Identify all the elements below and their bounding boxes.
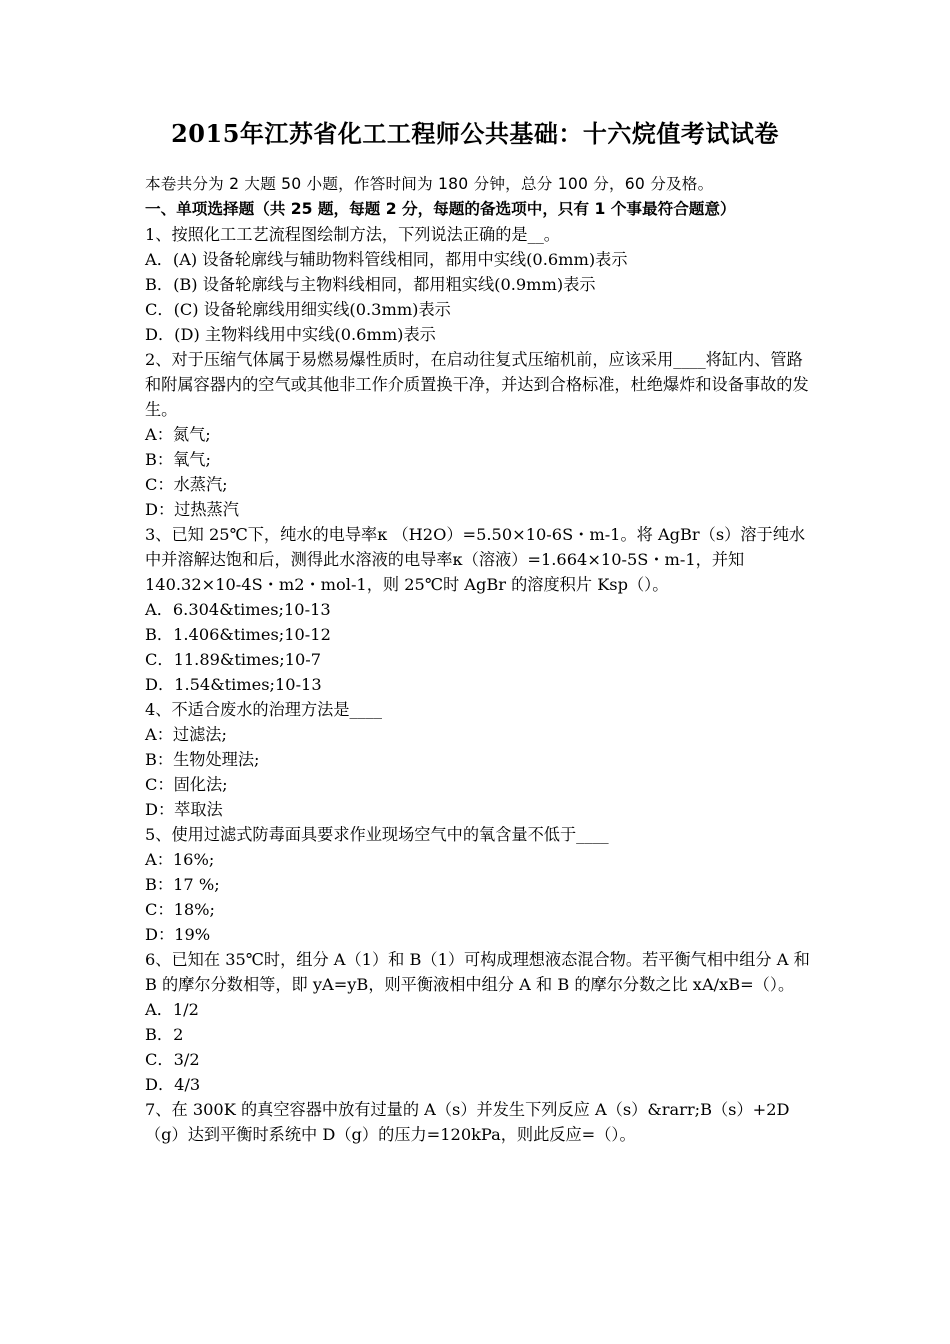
question-stem: 3、已知 25℃下，纯水的电导率κ （H2O）=5.50×10-6S・m-1。将 AgBr（s）溶于纯水中并溶解达饱和后，测得此水溶液的电导率κ（溶液）=1.664×10-5S・m-1，并知 140.32×10-4S・m2・mol-1，则 25℃时 AgBr 的溶度积片 Ksp（）。 — [145, 525, 806, 594]
question-option: B：17 %; — [145, 875, 220, 894]
question-option: C：18%; — [145, 900, 216, 919]
question-option: A．1/2 — [145, 1000, 199, 1019]
question-stem: 1、按照化工工艺流程图绘制方法，下列说法正确的是__。 — [145, 225, 560, 244]
question-option: B．2 — [145, 1025, 184, 1044]
question-option: D：过热蒸汽 — [145, 500, 239, 519]
question-option: D：19% — [145, 925, 211, 944]
question-option: A：过滤法; — [145, 725, 227, 744]
question-stem: 7、在 300K 的真空容器中放有过量的 A（s）并发生下列反应 A（s）&rarr;B（s）+2D（g）达到平衡时系统中 D（g）的压力=120kPa，则此反应=（）。 — [145, 1100, 790, 1144]
question-stem: 2、对于压缩气体属于易燃易爆性质时，在启动往复式压缩机前，应该采用____将缸内、管路和附属容器内的空气或其他非工作介质置换干净，并达到合格标准，杜绝爆炸和设备事故的发生。 — [145, 350, 809, 419]
section-heading: 一、单项选择题（共 25 题，每题 2 分，每题的备选项中，只有 1 个事最符合题意） — [145, 200, 736, 218]
question-option: B：生物处理法; — [145, 750, 260, 769]
question-option: A：16%; — [145, 850, 215, 869]
question-block — [145, 222, 810, 347]
document-title: 2015年江苏省化工工程师公共基础：十六烷值考试试卷 — [171, 119, 779, 148]
question-option: D．1.54&times;10-13 — [145, 675, 322, 694]
question-option: D．(D) 主物料线用中实线(0.6mm)表示 — [145, 325, 436, 344]
question-option: B．(B) 设备轮廓线与主物料线相同，都用粗实线(0.9mm)表示 — [145, 275, 596, 294]
question-block — [145, 347, 810, 522]
question-option: B．1.406&times;10-12 — [145, 625, 331, 644]
question-option: C：固化法; — [145, 775, 228, 794]
question-stem: 6、已知在 35℃时，组分 A（1）和 B（1）可构成理想液态混合物。若平衡气相中组分 A 和 B 的摩尔分数相等，即 yA=yB，则平衡液相中组分 A 和 B 的摩尔分数之比 xA/xB=（）。 — [145, 950, 810, 994]
question-option: A：氮气; — [145, 425, 211, 444]
question-block — [145, 522, 810, 697]
question-stem: 5、使用过滤式防毒面具要求作业现场空气中的氧含量不低于____ — [145, 825, 609, 844]
question-block — [145, 697, 810, 822]
question-option: A．6.304&times;10-13 — [145, 600, 331, 619]
question-option: C．(C) 设备轮廓线用细实线(0.3mm)表示 — [145, 300, 451, 319]
question-block — [145, 822, 810, 947]
document-body — [145, 172, 810, 1147]
exam-intro: 本卷共分为 2 大题 50 小题，作答时间为 180 分钟，总分 100 分，60 分及格。 — [145, 175, 714, 193]
question-option: D：萃取法 — [145, 800, 223, 819]
question-option: C：水蒸汽; — [145, 475, 228, 494]
question-stem: 4、不适合废水的治理方法是____ — [145, 700, 382, 719]
question-option: A．(A) 设备轮廓线与辅助物料管线相同，都用中实线(0.6mm)表示 — [145, 250, 628, 269]
question-option: B：氧气; — [145, 450, 211, 469]
question-block — [145, 947, 810, 1097]
question-option: D．4/3 — [145, 1075, 201, 1094]
question-option: C．3/2 — [145, 1050, 200, 1069]
question-option: C．11.89&times;10-7 — [145, 650, 322, 669]
question-block — [145, 1097, 810, 1147]
